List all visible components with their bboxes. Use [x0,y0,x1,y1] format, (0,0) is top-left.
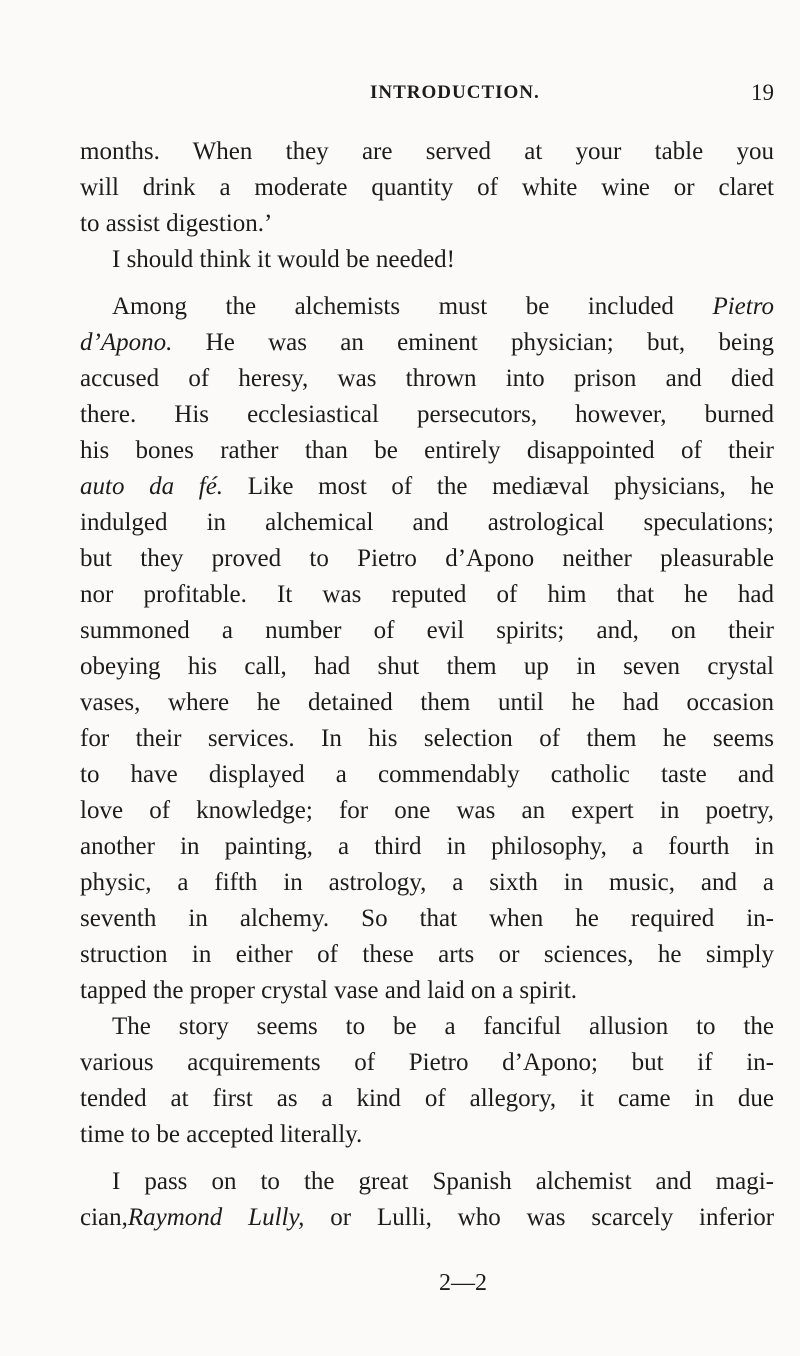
person-name-italic: Raymond Lully, [127,1204,305,1231]
page-number: 19 [751,80,774,105]
text-line: tapped the proper crystal vase and laid on a spirit. [80,977,578,1004]
text-line: The story seems to be a fanciful allusion to the [112,1013,774,1040]
person-name-italic: d’Apono. [80,329,173,356]
text-line: months. When they are served at your table you [80,138,774,165]
text-line: love of knowledge; for one was an expert in poetry, [80,797,774,824]
text-line: tended at first as a kind of allegory, it came in due [80,1085,774,1112]
running-title: INTRODUCTION. [370,82,540,103]
text-line: vases, where he detained them until he had occasion [80,689,774,716]
text-line: seventh in alchemy. So that when he required in- [80,905,774,932]
text-line [80,325,774,361]
text-segment: Like most of the mediæval physicians, he [247,473,774,500]
text-line: nor profitable. It was reputed of him that he had [80,581,774,608]
text-line: various acquirements of Pietro d’Apono; but if in- [80,1049,774,1076]
text-line: another in painting, a third in philosophy, a fourth in [80,833,774,860]
text-line: physic, a fifth in astrology, a sixth in music, and a [80,869,774,896]
text-line: struction in either of these arts or sciences, he simply [80,941,774,968]
text-line: accused of heresy, was thrown into prison and died [80,365,774,392]
text-line: to assist digestion.’ [80,210,273,237]
text-segment: or Lulli, who was scarcely inferior [330,1204,775,1231]
text-line: I should think it would be needed! [112,246,455,273]
text-line: time to be accepted literally. [80,1121,363,1148]
text-segment: cian, [80,1204,128,1231]
text-segment: He was an eminent physician; but, being [205,329,775,356]
signature-mark: 2—2 [439,1270,487,1296]
text-line: but they proved to Pietro d’Apono neither pleasurable [80,545,774,572]
text-line: there. His ecclesiastical persecutors, however, burned [80,401,774,428]
text-line: will drink a moderate quantity of white wine or claret [80,174,774,201]
text-line: I pass on to the great Spanish alchemist and magi- [112,1168,774,1195]
text-line: indulged in alchemical and astrological speculations; [80,509,774,536]
person-name-italic: Pietro [712,293,775,320]
text-line: for their services. In his selection of them he seems [80,725,774,752]
text-segment: Among the alchemists must be included [112,293,674,320]
page-header [80,82,774,112]
text-line [112,289,774,325]
text-line: summoned a number of evil spirits; and, on their [80,617,774,644]
text-line: obeying his call, had shut them up in seven crystal [80,653,774,680]
text-line: his bones rather than be entirely disappointed of their [80,437,774,464]
text-line [80,469,774,505]
text-line: to have displayed a commendably catholic taste and [80,761,774,788]
phrase-italic: auto da fé. [80,473,224,500]
text-line [80,1200,774,1236]
